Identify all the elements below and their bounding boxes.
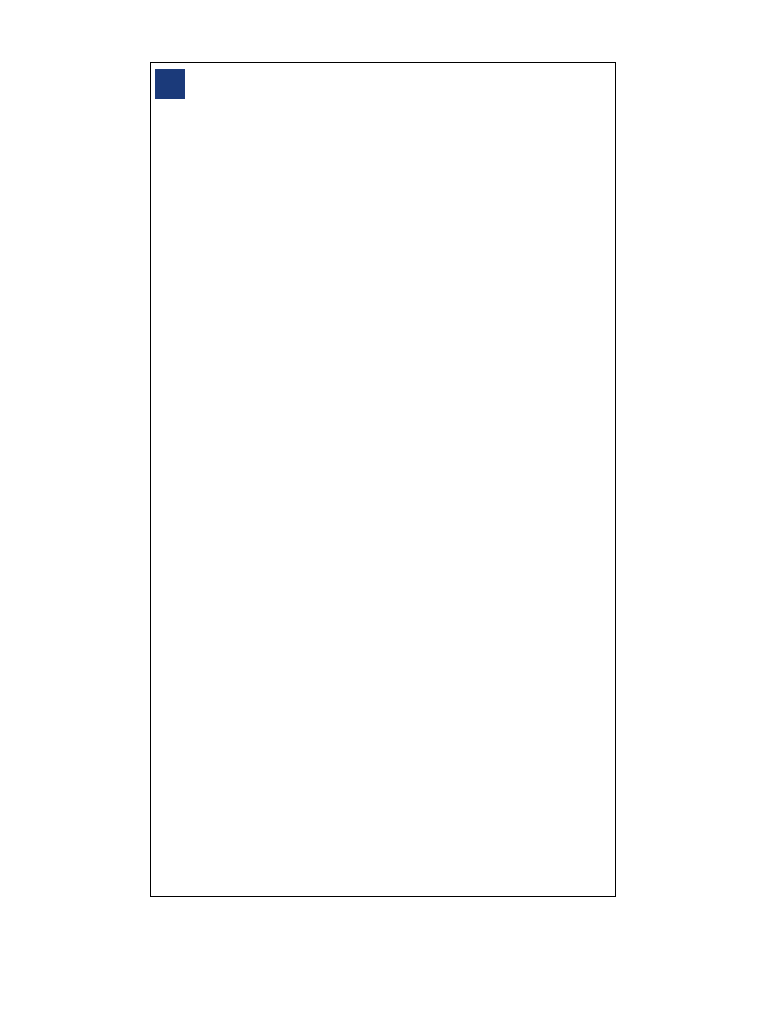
euroklimat-logo [155,67,315,101]
logo-mark [155,69,185,99]
technical-sheet [150,62,616,897]
